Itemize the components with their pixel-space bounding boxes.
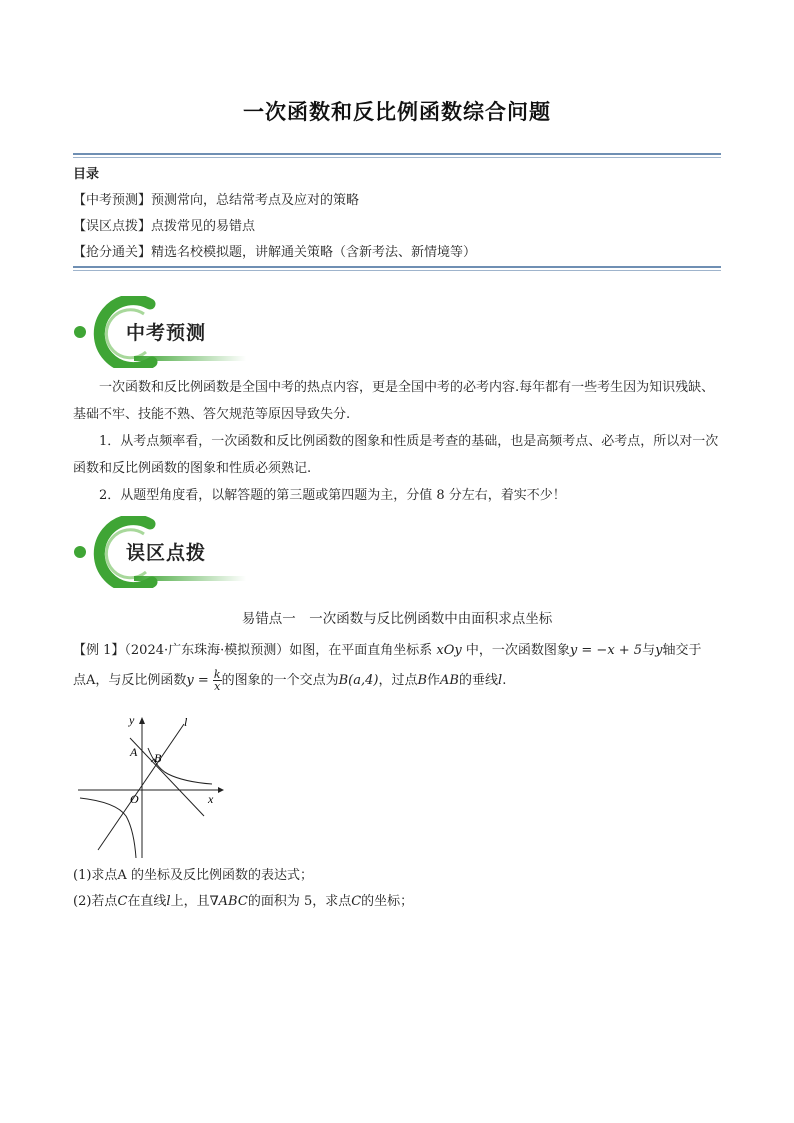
point-b-label: B	[154, 751, 162, 765]
inverse-fraction	[213, 669, 222, 692]
toc-heading: 目录	[73, 167, 100, 182]
question-text: 上，且	[170, 894, 210, 909]
toc-item-desc: 预测常向，总结常考点及应对的策略	[151, 193, 360, 208]
example-1-text	[73, 636, 723, 696]
toc-item-tag: 【中考预测】	[73, 193, 152, 208]
toc-top-rule	[73, 153, 721, 158]
toc-item-tag: 【抢分通关】	[73, 245, 152, 260]
example-text: 的图象的一个交点为	[221, 673, 339, 688]
line-l-label: l	[184, 715, 188, 729]
example-text: ，过点	[378, 673, 418, 688]
section-title-forecast: 中考预测	[126, 322, 207, 344]
x-axis-arrow-icon	[218, 787, 224, 793]
triangle-abc: ∇ABC	[209, 894, 248, 909]
example-text: 的垂线	[459, 673, 499, 688]
inverse-equation-lhs: y =	[186, 673, 209, 688]
point-b: B(a,4)	[338, 673, 379, 688]
line-l-graph	[98, 724, 184, 850]
question-text: 在直线	[127, 894, 167, 909]
example-text: 如图，在平面直角坐标系	[289, 643, 433, 658]
toc-item-desc: 点拨常见的易错点	[151, 219, 256, 234]
pitfall-subheading: 易错点一 一次函数与反比例函数中由面积求点坐标	[241, 611, 553, 627]
section-header-pitfall	[72, 516, 252, 588]
example-text: 中，一次函数图象	[465, 643, 570, 658]
question-text: 的面积为 5，求点	[247, 894, 352, 909]
question-2	[73, 890, 413, 909]
section-dot-icon	[74, 546, 86, 558]
question-number: (2)	[73, 894, 92, 909]
example-text: 轴交于	[662, 643, 702, 658]
forecast-paragraph-2: 2．从题型角度看，以解答题的第三题或第四题为主，分值 8 分左右，着实不少！	[99, 488, 566, 503]
toc-bottom-rule	[73, 266, 721, 271]
toc-item-tag: 【误区点拨】	[73, 219, 152, 234]
question-text: 的坐标；	[361, 894, 414, 909]
page-title: 一次函数和反比例函数综合问题	[243, 100, 551, 124]
line-l: l	[166, 894, 171, 909]
y-axis-var: y	[655, 643, 663, 658]
section-header-forecast	[72, 296, 252, 368]
toc-item[interactable]	[73, 192, 359, 210]
toc-item-desc: 精选名校模拟题，讲解通关策略（含新考法、新情境等）	[151, 245, 477, 260]
segment-ab: AB	[440, 673, 459, 688]
question-text: 求点A 的坐标及反比例函数的表达式；	[91, 868, 313, 883]
example-figure	[72, 712, 232, 860]
section-dot-icon	[74, 326, 86, 338]
y-axis-label: y	[129, 713, 135, 727]
forecast-paragraph-intro: 一次函数和反比例函数是全国中考的热点内容，更是全国中考的必考内容.每年都有一些考生因为知识残缺、基础不牢、技能不熟、答欠规范等原因导致失分.	[73, 380, 715, 422]
example-label: 【例 1】	[73, 643, 125, 658]
toc-item[interactable]	[73, 218, 255, 236]
example-text: 与	[642, 643, 656, 658]
example-text: .	[502, 673, 507, 688]
example-text: 点A，与反比例函数	[73, 673, 187, 688]
line-l: l	[498, 673, 503, 688]
point-c: C	[351, 894, 362, 909]
toc-item[interactable]	[73, 244, 476, 262]
section-title-pitfall: 误区点拨	[126, 542, 207, 564]
question-text: 若点	[91, 894, 118, 909]
question-1	[73, 864, 313, 883]
point-c: C	[117, 894, 128, 909]
point-b-ref: B	[417, 673, 428, 688]
question-number: (1)	[73, 868, 92, 883]
fraction-denominator: x	[214, 680, 221, 693]
origin-label: O	[130, 792, 139, 806]
example-source: （2024·广东珠海·模拟预测）	[124, 643, 290, 658]
x-axis-label: x	[208, 792, 214, 806]
example-text: 作	[427, 673, 441, 688]
y-axis-arrow-icon	[139, 717, 145, 724]
linear-equation: y = −x + 5	[569, 643, 643, 658]
fraction-numerator: k	[213, 668, 221, 681]
coord-system: xOy	[436, 643, 462, 658]
point-a-label: A	[130, 745, 138, 759]
forecast-paragraph-1: 1．从考点频率看，一次函数和反比例函数的图象和性质是考查的基础，也是高频考点、必考点，所以对一次函数和反比例函数的图象和性质必须熟记.	[73, 434, 719, 476]
